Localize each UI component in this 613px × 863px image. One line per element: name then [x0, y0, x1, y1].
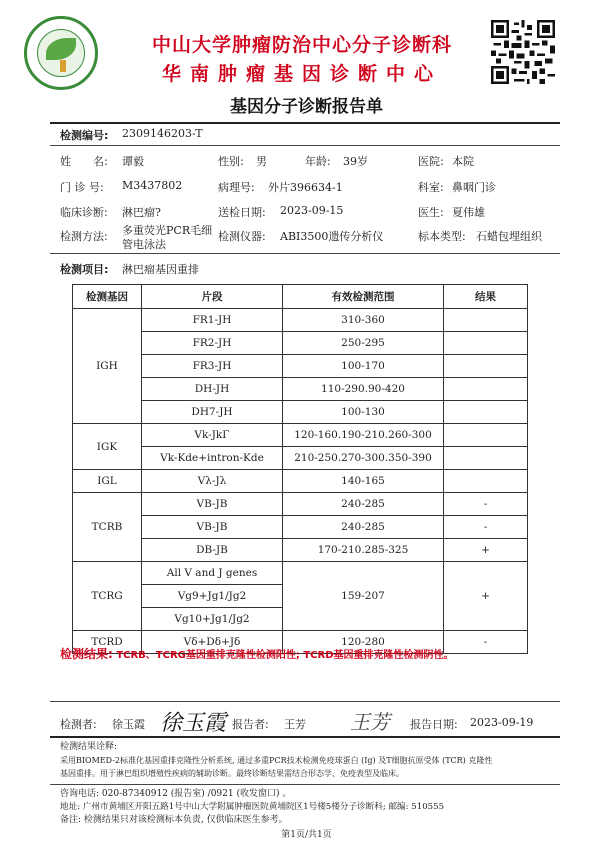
- range-cell: 140-165: [283, 470, 444, 493]
- auditor-name: 王芳: [284, 718, 306, 731]
- divider: [50, 701, 560, 702]
- page-number: 第1页/共1页: [281, 830, 332, 840]
- method-label: 检测方法:: [60, 230, 108, 243]
- result-cell: [444, 447, 528, 470]
- notes-title: 检测结果诠释:: [60, 742, 118, 752]
- table-header-row: [73, 285, 528, 309]
- tester-label: 检测者:: [60, 718, 97, 731]
- age-label: 年龄:: [305, 155, 331, 168]
- clinic-label: 门 诊 号:: [60, 181, 104, 194]
- gene-cell: TCRD: [73, 631, 142, 654]
- send-date-value: 2023-09-15: [280, 204, 344, 217]
- result-cell: -: [444, 493, 528, 516]
- segment-cell: FR2-JH: [142, 332, 283, 355]
- report-date: 2023-09-19: [470, 716, 534, 729]
- tester-signature: 徐玉霞: [160, 711, 227, 736]
- patient-name: 谭毅: [122, 155, 144, 168]
- footer-phone: 咨询电话: 020-87340912 (报告室) /0921 (收发窗口) 。: [60, 789, 292, 799]
- hospital-value: 本院: [452, 155, 474, 168]
- patient-age: 39岁: [343, 155, 368, 168]
- doctor-label: 医生:: [418, 206, 444, 219]
- method-value-line1: 多重荧光PCR毛细: [122, 224, 213, 237]
- table-row: [73, 493, 528, 516]
- qr-code-icon: [491, 20, 555, 84]
- result-cell: [444, 401, 528, 424]
- header-result: 结果: [444, 285, 528, 309]
- footer-address: 地址: 广州市黄埔区开阳五路1号中山大学附属肿瘤医院黄埔院区1号楼5楼分子诊断科; 邮编: 510555: [60, 802, 445, 812]
- segment-cell: VB-JB: [142, 493, 283, 516]
- project-label: 检测项目:: [60, 263, 109, 276]
- table-row: [73, 447, 528, 470]
- result-cell: [444, 355, 528, 378]
- table-row: [73, 332, 528, 355]
- segment-cell: Vδ+Dδ+Jδ: [142, 631, 283, 654]
- notes-line2: 基因重排。用于淋巴组织增殖性疾病的辅助诊断。最终诊断结果需结合形态学、免疫表型及临床。: [60, 769, 404, 778]
- divider: [50, 784, 560, 785]
- patient-gender: 男: [256, 155, 267, 168]
- results-table: [72, 284, 528, 654]
- segment-cell: Vk-JkΓ: [142, 424, 283, 447]
- range-cell: 210-250.270-300.350-390: [283, 447, 444, 470]
- specimen-value: 石蜡包埋组织: [476, 230, 542, 243]
- table-row: [73, 378, 528, 401]
- diagnosis-value: 淋巴瘤?: [122, 206, 161, 219]
- result-cell: [444, 309, 528, 332]
- conclusion: [60, 645, 454, 662]
- institution-subtitle: 华南肿瘤基因诊断中心: [162, 63, 443, 85]
- gene-cell: IGK: [73, 424, 142, 470]
- send-date-label: 送检日期:: [218, 206, 266, 219]
- result-cell: [444, 470, 528, 493]
- range-cell: 110-290.90-420: [283, 378, 444, 401]
- doctor-value: 夏伟雄: [452, 206, 485, 219]
- range-cell: 240-285: [283, 493, 444, 516]
- pathology-no: 外片396634-1: [268, 181, 343, 194]
- gene-cell: IGH: [73, 309, 142, 424]
- result-cell: [444, 378, 528, 401]
- result-cell: +: [444, 562, 528, 631]
- gender-label: 性别:: [218, 155, 244, 168]
- segment-cell: FR1-JH: [142, 309, 283, 332]
- segment-cell: DH7-JH: [142, 401, 283, 424]
- header-segment: 片段: [142, 285, 283, 309]
- range-cell: 120-280: [283, 631, 444, 654]
- segment-cell: VB-JB: [142, 516, 283, 539]
- range-cell: 100-170: [283, 355, 444, 378]
- table-row: [73, 470, 528, 493]
- tester-name: 徐玉霞: [112, 718, 145, 731]
- segment-cell: DB-JB: [142, 539, 283, 562]
- segment-cell: Vg10+Jg1/Jg2: [142, 608, 283, 631]
- pathology-label: 病理号:: [218, 181, 255, 194]
- divider: [50, 122, 560, 124]
- specimen-label: 标本类型:: [418, 230, 466, 243]
- method-value-line2: 管电泳法: [122, 238, 166, 251]
- result-cell: +: [444, 539, 528, 562]
- conclusion-text: TCRB、TCRG基因重排克隆性检测阳性; TCRD基因重排克隆性检测阴性。: [116, 650, 454, 661]
- hospital-label: 医院:: [418, 155, 444, 168]
- name-label: 姓 名:: [60, 155, 108, 168]
- instrument-value: ABI3500遗传分析仪: [280, 230, 384, 243]
- segment-cell: DH-JH: [142, 378, 283, 401]
- result-cell: -: [444, 516, 528, 539]
- gene-cell: TCRG: [73, 562, 142, 631]
- sample-no-label: 检测编号:: [60, 129, 109, 142]
- dept-label: 科室:: [418, 181, 444, 194]
- segment-cell: Vg9+Jg1/Jg2: [142, 585, 283, 608]
- range-cell: 100-130: [283, 401, 444, 424]
- table-row: [73, 401, 528, 424]
- auditor-signature: 王芳: [350, 710, 390, 734]
- result-cell: [444, 424, 528, 447]
- conclusion-label: 检测结果:: [60, 647, 113, 661]
- range-cell: 250-295: [283, 332, 444, 355]
- range-cell: 170-210.285-325: [283, 539, 444, 562]
- segment-cell: All V and J genes: [142, 562, 283, 585]
- range-cell: 120-160.190-210.260-300: [283, 424, 444, 447]
- header-range: 有效检测范围: [283, 285, 444, 309]
- segment-cell: FR3-JH: [142, 355, 283, 378]
- clinic-no: M3437802: [122, 179, 183, 192]
- gene-cell: TCRB: [73, 493, 142, 562]
- report-title: 基因分子诊断报告单: [230, 97, 383, 117]
- report-date-label: 报告日期:: [410, 718, 458, 731]
- result-cell: [444, 332, 528, 355]
- dept-value: 鼻咽门诊: [452, 181, 496, 194]
- institution-title: 中山大学肿瘤防治中心分子诊断科: [152, 34, 453, 56]
- sample-no-value: 2309146203-T: [122, 127, 203, 140]
- divider: [50, 253, 560, 254]
- segment-cell: Vk-Kde+intron-Kde: [142, 447, 283, 470]
- table-row: [73, 516, 528, 539]
- instrument-label: 检测仪器:: [218, 230, 266, 243]
- table-row: [73, 539, 528, 562]
- header-gene: 检测基因: [73, 285, 142, 309]
- result-cell: -: [444, 631, 528, 654]
- table-row: [73, 424, 528, 447]
- table-row: [73, 309, 528, 332]
- hospital-logo: [24, 16, 98, 90]
- footer-remark: 备注: 检测结果只对该检测标本负责, 仅供临床医生参考。: [60, 815, 288, 825]
- notes-line1: 采用BIOMED-2标准化基因重排克隆性分析系统, 通过多重PCR技术检测免疫球蛋白 (Ig) 及T细胞抗原受体 (TCR) 克隆性: [60, 756, 493, 765]
- divider: [50, 736, 560, 738]
- diagnosis-label: 临床诊断:: [60, 206, 108, 219]
- auditor-label: 报告者:: [232, 718, 269, 731]
- gene-cell: IGL: [73, 470, 142, 493]
- table-row: [73, 562, 528, 585]
- segment-cell: Vλ-Jλ: [142, 470, 283, 493]
- divider: [50, 145, 560, 146]
- range-cell: 159-207: [283, 562, 444, 631]
- project-value: 淋巴瘤基因重排: [122, 263, 199, 276]
- table-row: [73, 355, 528, 378]
- range-cell: 310-360: [283, 309, 444, 332]
- range-cell: 240-285: [283, 516, 444, 539]
